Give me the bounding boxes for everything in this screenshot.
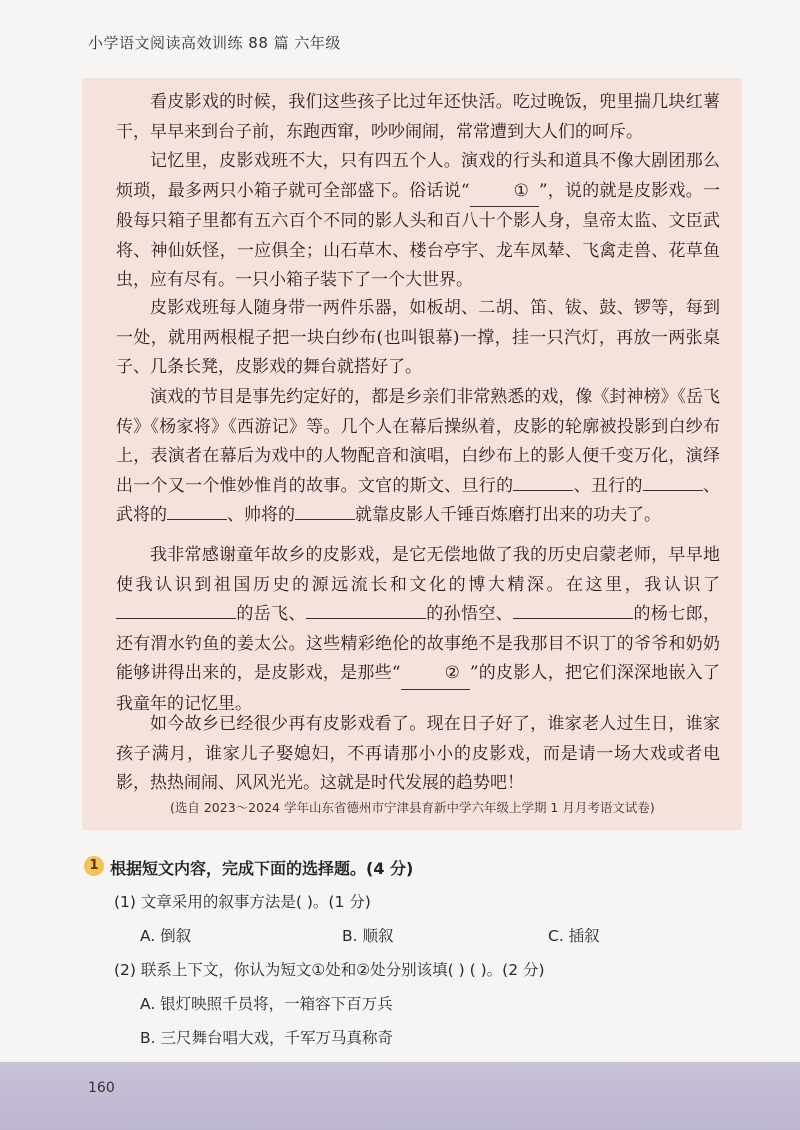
option-1c: C. 插叙 bbox=[548, 927, 600, 945]
subquestion-1: (1) 文章采用的叙事方法是( )。(1 分) bbox=[114, 893, 371, 911]
fill-blank bbox=[116, 601, 236, 619]
passage-paragraph-1: 看皮影戏的时候，我们这些孩子比过年还快活。吃过晚饭，兜里揣几块红薯干，早早来到台子前，东跑西窜，吵吵闹闹，常常遭到大人们的呵斥。 bbox=[116, 92, 720, 142]
question-number-badge: 1 bbox=[84, 856, 104, 876]
blank-1: ① bbox=[470, 177, 539, 208]
fill-blank bbox=[295, 502, 355, 520]
book-header: 小学语文阅读高效训练 88 篇 六年级 bbox=[88, 34, 341, 52]
option-1a: A. 倒叙 bbox=[140, 927, 192, 945]
option-2b: B. 三尺舞台唱大戏，千军万马真称奇 bbox=[140, 1029, 393, 1047]
passage-paragraph-4: 演戏的节目是事先约定好的，都是乡亲们非常熟悉的戏，像《封神榜》《岳飞传》《杨家将》《西游记》等。几个人在幕后操纵着，皮影的轮廓被投影到白纱布上，表演者在幕后为戏中的人物配音和演唱，白纱布上的影人便千变万化，演绎出一个又一个惟妙惟肖的故事。文官的斯文、旦行的 、丑行的 、武将的 、帅将的 就靠皮影人千锤百炼磨打出来的功夫了。 bbox=[116, 387, 721, 525]
footer-band bbox=[0, 1062, 800, 1130]
source-citation: (选自 2023～2024 学年山东省德州市宁津县育新中学六年级上学期 1 月月考语文试卷) bbox=[170, 800, 655, 815]
fill-blank bbox=[167, 502, 227, 520]
fill-blank bbox=[513, 473, 573, 491]
passage-paragraph-3: 皮影戏班每人随身带一两件乐器，如板胡、二胡、笛、钹、鼓、锣等，每到一处，就用两根棍子把一块白纱布(也叫银幕)一撑，挂一只汽灯，再放一两张桌子、几条长凳，皮影戏的舞台就搭好了。 bbox=[116, 298, 720, 377]
fill-blank bbox=[513, 601, 633, 619]
blank-2: ② bbox=[401, 659, 470, 690]
subquestion-2: (2) 联系上下文，你认为短文①处和②处分别该填( ) ( )。(2 分) bbox=[114, 961, 545, 979]
option-2a: A. 银灯映照千员将，一箱容下百万兵 bbox=[140, 995, 393, 1013]
fill-blank bbox=[306, 601, 426, 619]
question-title: 根据短文内容，完成下面的选择题。(4 分) bbox=[110, 859, 414, 878]
option-1b: B. 顺叙 bbox=[342, 927, 394, 945]
page-number: 160 bbox=[88, 1080, 115, 1096]
passage-paragraph-2: 记忆里，皮影戏班不大，只有四五个人。演戏的行头和道具不像大剧团那么烦琐，最多两只小箱子就可全部盛下。俗话说“ ① ”，说的就是皮影戏。一般每只箱子里都有五六百个不同的影人头和百八十个影人身，皇帝太监、文臣武将、神仙妖怪，一应俱全；山石草木、楼台亭宇、龙车凤辇、飞禽走兽、花草鱼虫，应有尽有。一只小箱子装下了一个大世界。 bbox=[116, 151, 720, 290]
passage-paragraph-6: 如今故乡已经很少再有皮影戏看了。现在日子好了，谁家老人过生日，谁家孩子满月，谁家儿子娶媳妇，不再请那小小的皮影戏，而是请一场大戏或者电影，热热闹闹、风风光光。这就是时代发展的趋势吧！ bbox=[116, 714, 720, 793]
fill-blank bbox=[643, 473, 703, 491]
passage-paragraph-5: 我非常感谢童年故乡的皮影戏，是它无偿地做了我的历史启蒙老师，早早地使我认识到祖国历史的源远流长和文化的博大精深。在这里，我认识了的岳飞、 的孙悟空、 的杨七郎，还有渭水钓鱼的姜太公。这些精彩绝伦的故事绝不是我那目不识丁的爷爷和奶奶能够讲得出来的，是皮影戏，是那些“ ② ”的皮影人，把它们深深地嵌入了我童年的记忆里。 bbox=[116, 545, 720, 714]
